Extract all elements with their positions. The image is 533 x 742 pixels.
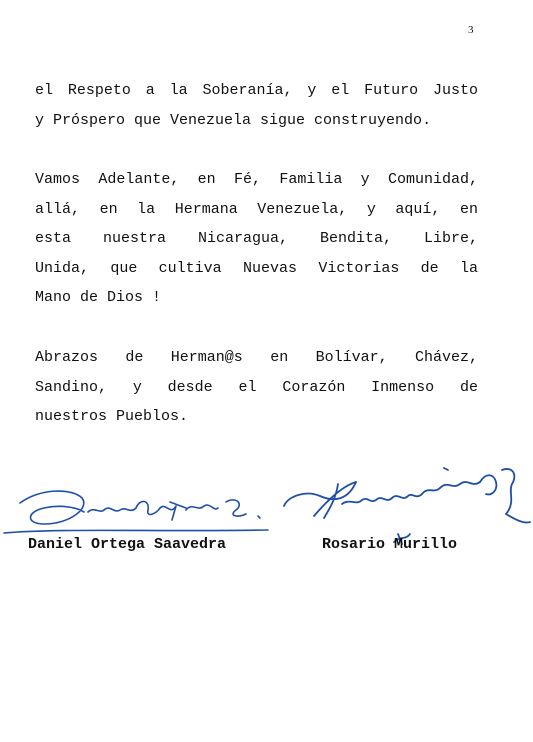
page-number: 3	[468, 24, 474, 36]
text-line: el Respeto a la Soberanía, y el Futuro Justo	[35, 82, 478, 99]
signer-name-daniel-ortega: Daniel Ortega Saavedra	[28, 536, 227, 553]
text-line: y Próspero que Venezuela sigue construyendo.	[35, 111, 432, 129]
text-line: Mano de Dios !	[35, 289, 162, 307]
paragraph-abrazos	[35, 343, 478, 432]
text-line: Unida, que cultiva Nuevas Victorias de la	[35, 259, 478, 277]
paragraph-respeto	[35, 76, 478, 135]
text-line: nuestros Pueblos.	[35, 408, 189, 426]
text-line: esta nuestra Nicaragua, Bendita, Libre,	[35, 230, 478, 248]
text-line: Sandino, y desde el Corazón Inmenso de	[35, 378, 478, 396]
signature-daniel-ortega	[0, 478, 275, 540]
text-line: Vamos Adelante, en Fé, Familia y Comunidad,	[35, 171, 478, 188]
text-line: allá, en la Hermana Venezuela, y aquí, en	[35, 200, 478, 218]
signer-name-rosario-murillo: Rosario Murillo	[322, 536, 458, 553]
text-line: Abrazos de Herman@s en Bolívar, Chávez,	[35, 349, 478, 366]
paragraph-adelante	[35, 165, 478, 313]
